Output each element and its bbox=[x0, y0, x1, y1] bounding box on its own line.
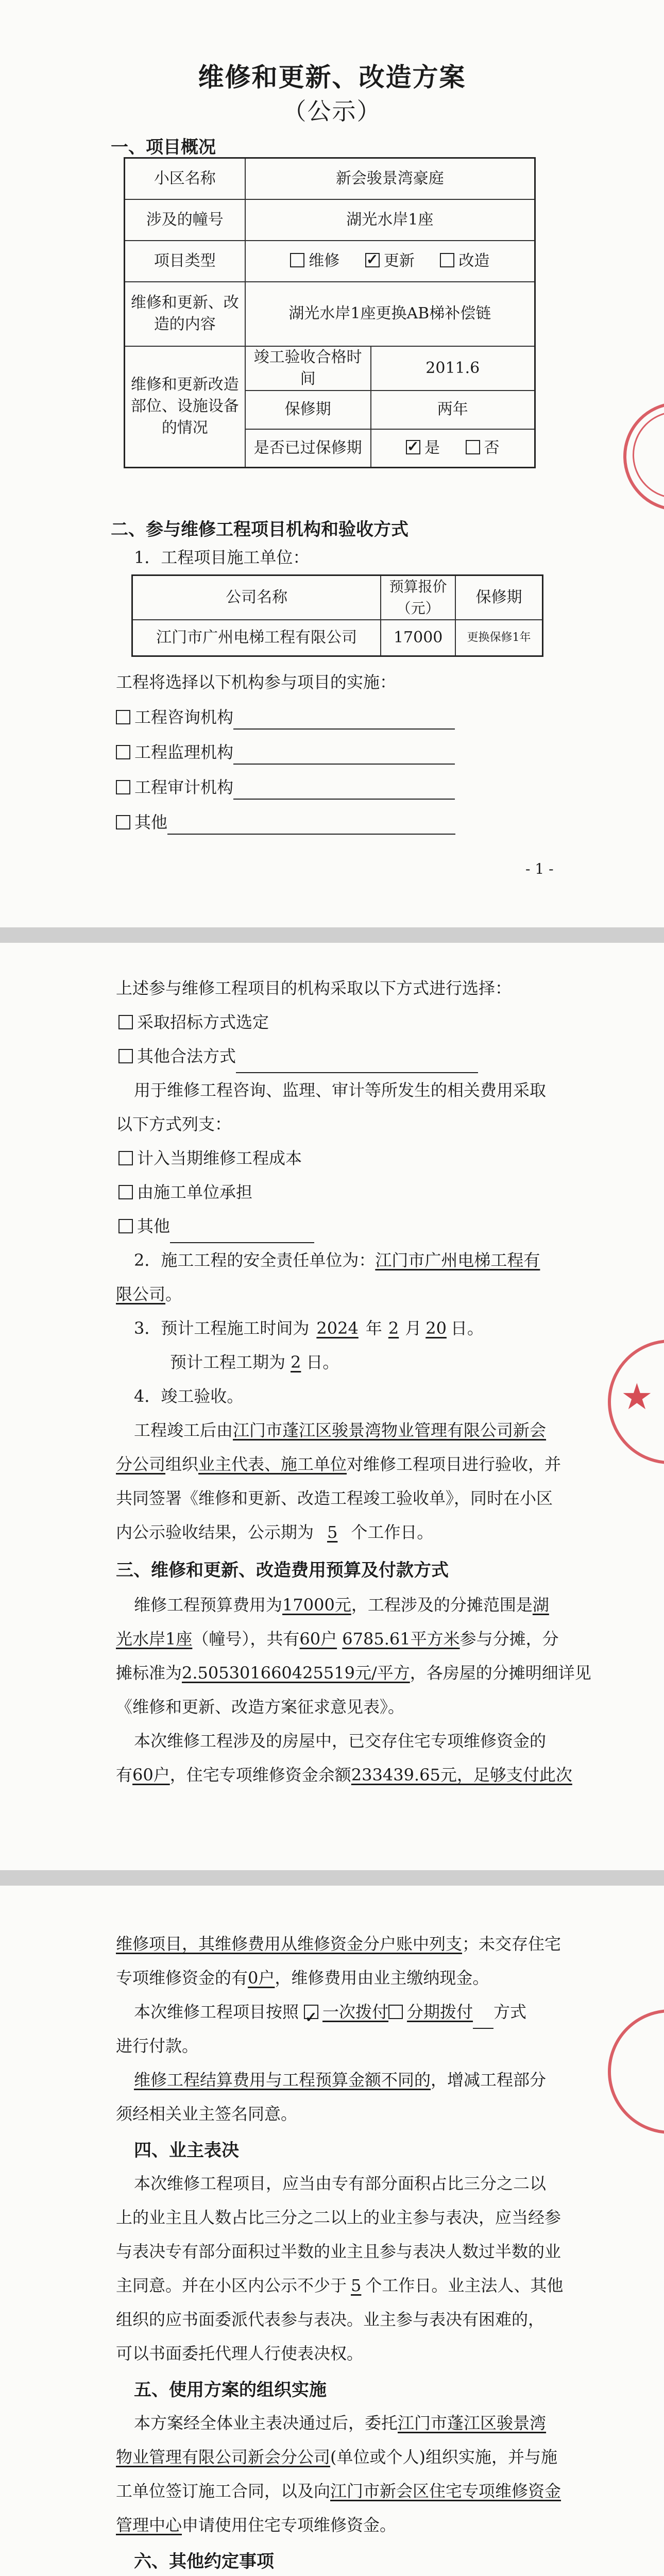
project-type-label: 项目类型 bbox=[125, 241, 245, 282]
agency-audit: 工程审计机构 bbox=[116, 775, 455, 800]
content-label: 维修和更新、改造的内容 bbox=[125, 282, 245, 346]
edge-seal bbox=[608, 2009, 664, 2134]
p3-fund-line-1: 维修项目，其维修费用从维修资金分户账中列支；未交存住宅 bbox=[116, 1934, 561, 1954]
section-budget-heading: 三、维修和更新、改造费用预算及付款方式 bbox=[116, 1560, 449, 1581]
p2-acceptance-line-3: 共同签署《维修和更新、改造工程竣工验收单》，同时在小区 bbox=[116, 1488, 553, 1508]
contractor-warranty: 更换保修1年 bbox=[455, 620, 542, 656]
community-label: 小区名称 bbox=[125, 158, 245, 199]
status-label: 维修和更新改造部位、设施设备的情况 bbox=[125, 346, 245, 468]
p2-opt-tender: 采取招标方式选定 bbox=[118, 1005, 269, 1039]
p2-duration: 预计工程工期为 2 日。 bbox=[170, 1352, 339, 1372]
document-title: 维修和更新、改造方案 bbox=[198, 62, 466, 92]
content-value: 湖光水岸1座更换AB梯补偿链 bbox=[245, 282, 535, 346]
checkbox-yes bbox=[406, 440, 420, 454]
agency-supervision: 工程监理机构 bbox=[116, 740, 455, 765]
building-label: 涉及的幢号 bbox=[125, 199, 245, 241]
p3-payment-line: 本次维修工程项目按照✓ 一次拨付 分期拨付 方式 bbox=[134, 1995, 526, 2029]
p3-vote-line-6: 可以书面委托代理人行使表决权。 bbox=[116, 2344, 364, 2363]
overview-table bbox=[124, 157, 536, 468]
document-subtitle: （公示） bbox=[282, 97, 382, 125]
checkbox-audit bbox=[116, 780, 130, 794]
payment-opt-once: ✓ 一次拨付 bbox=[299, 2002, 388, 2022]
p3-settlement-line-2: 须经相关业主签名同意。 bbox=[116, 2104, 298, 2124]
checkbox-fee-cost bbox=[118, 1151, 133, 1165]
choose-agencies-line: 工程将选择以下机构参与项目的实施： bbox=[116, 672, 397, 692]
expired-label: 是否已过保修期 bbox=[245, 429, 371, 468]
p2-acceptance-heading: 4．竣工验收。 bbox=[134, 1386, 244, 1406]
page-2 bbox=[0, 943, 664, 1870]
agency-other: 其他 bbox=[116, 810, 455, 835]
p2-fee-line-b: 以下方式列支： bbox=[116, 1114, 232, 1134]
checkbox-tender bbox=[118, 1015, 133, 1029]
page-3 bbox=[0, 1886, 664, 2576]
section-implementation-heading: 五、使用方案的组织实施 bbox=[134, 2380, 327, 2400]
p3-impl-line-3: 工单位签订施工合同，以及向江门市新会区住宅专项维修资金 bbox=[116, 2481, 561, 2501]
contractor-table bbox=[131, 574, 543, 657]
checkbox-fee-contractor bbox=[118, 1185, 133, 1199]
p3-vote-line-2: 上的业主且人数占比三分之二以上的业主参与表决，应当经参 bbox=[116, 2208, 561, 2227]
p2-budget-line-3: 摊标准为2.505301660425519元/平方，各房屋的分摊明细详见 bbox=[116, 1663, 591, 1683]
section-overview-heading: 一、项目概况 bbox=[111, 137, 216, 158]
checkbox-fee-other bbox=[118, 1219, 133, 1233]
p3-vote-line-1: 本次维修工程项目，应当由专有部分面积占比三分之二以 bbox=[134, 2174, 547, 2193]
p2-fee-opt-2: 由施工单位承担 bbox=[118, 1175, 252, 1209]
community-value: 新会骏景湾豪庭 bbox=[245, 158, 535, 199]
seal-star-icon: ★ bbox=[621, 1376, 653, 1418]
expired-options bbox=[371, 429, 535, 468]
type-renovate: 改造 bbox=[440, 252, 489, 270]
p2-selection-intro: 上述参与维修工程项目的机构采取以下方式进行选择： bbox=[116, 978, 512, 998]
p3-vote-line-3: 与表决专有部分面积过半数的业主且参与表决人数过半数的业 bbox=[116, 2242, 561, 2261]
p3-impl-line-4: 管理中心申请使用住宅专项维修资金。 bbox=[116, 2515, 397, 2535]
p3-vote-line-5: 组织的应书面委派代表参与表决。业主参与表决有困难的， bbox=[116, 2310, 545, 2329]
checkbox-other-method bbox=[118, 1049, 133, 1063]
p2-acceptance-line-4: 内公示验收结果，公示期为 5 个工作日。 bbox=[116, 1522, 434, 1542]
p2-acceptance-line-2: 分公司组织业主代表、施工单位对维修工程项目进行验收，并 bbox=[116, 1454, 561, 1474]
contractor-budget: 17000 bbox=[381, 620, 455, 656]
p3-payment-line-2: 进行付款。 bbox=[116, 2036, 199, 2056]
p3-impl-line-2: 物业管理有限公司新会分公司(单位或个人)组织实施，并与施 bbox=[116, 2447, 557, 2467]
p2-budget-line-1: 维修工程预算费用为17000元，工程涉及的分摊范围是湖 bbox=[134, 1595, 549, 1615]
contractor-header-budget: 预算报价（元） bbox=[381, 575, 455, 620]
p3-fund-line-2: 专项维修资金的有0户，维修费用由业主缴纳现金。 bbox=[116, 1968, 489, 1988]
section-agencies-heading: 二、参与维修工程项目机构和验收方式 bbox=[111, 519, 408, 540]
p3-vote-line-4: 主同意。并在小区内公示不少于 5 个工作日。业主法人、其他 bbox=[116, 2276, 564, 2295]
contractor-header-company: 公司名称 bbox=[132, 575, 381, 620]
contractor-header-warranty: 保修期 bbox=[455, 575, 542, 620]
agency-consulting: 工程咨询机构 bbox=[116, 705, 455, 730]
p2-budget-line-5: 本次维修工程涉及的房屋中，已交存住宅专项维修资金的 bbox=[134, 1731, 547, 1751]
page-1 bbox=[0, 0, 664, 927]
section-other-heading: 六、其他约定事项 bbox=[134, 2551, 274, 2572]
p2-budget-line-4: 《维修和更新、改造方案征求意见表》。 bbox=[116, 1697, 405, 1717]
section-vote-heading: 四、业主表决 bbox=[134, 2140, 239, 2161]
p2-opt-other: 其他合法方式 bbox=[118, 1039, 478, 1073]
checkbox-supervision bbox=[116, 745, 130, 759]
p2-fee-opt-3: 其他 bbox=[118, 1209, 314, 1243]
p2-fee-opt-1: 计入当期维修工程成本 bbox=[118, 1141, 302, 1175]
checkbox-no bbox=[466, 440, 480, 454]
completion-value: 2011.6 bbox=[371, 346, 535, 391]
p3-settlement-line-1: 维修工程结算费用与工程预算金额不同的，增减工程部分 bbox=[134, 2070, 547, 2090]
expired-yes: ✓ 是 bbox=[406, 439, 440, 457]
checkbox-repair bbox=[290, 253, 304, 267]
contractor-company: 江门市广州电梯工程有限公司 bbox=[132, 620, 381, 656]
checkbox-once bbox=[304, 2005, 318, 2019]
type-update: ✓ 更新 bbox=[365, 252, 415, 270]
checkbox-renovate bbox=[440, 253, 454, 267]
contractor-subheading: 1．工程项目施工单位： bbox=[134, 548, 310, 567]
warranty-value: 两年 bbox=[371, 391, 535, 429]
expired-no: 否 bbox=[466, 439, 500, 457]
p2-safety-unit: 2．施工工程的安全责任单位为：江门市广州电梯工程有 bbox=[134, 1250, 540, 1270]
checkbox-update bbox=[365, 253, 380, 267]
checkbox-consulting bbox=[116, 710, 130, 724]
checkbox-other bbox=[116, 815, 130, 829]
p2-schedule: 3．预计工程施工时间为 2024 年 2 月 20 日。 bbox=[134, 1318, 484, 1338]
payment-opt-installment: 分期拨付 bbox=[388, 2002, 473, 2022]
p2-budget-line-6: 有60户，住宅专项维修资金余额233439.65元，足够支付此次 bbox=[116, 1765, 572, 1785]
building-value: 湖光水岸1座 bbox=[245, 199, 535, 241]
checkbox-installment bbox=[388, 2005, 403, 2019]
p2-acceptance-line-1: 工程竣工后由江门市蓬江区骏景湾物业管理有限公司新会 bbox=[134, 1420, 547, 1440]
p2-budget-line-2: 光水岸1座（幢号），共有60户 6785.61平方米参与分摊，分 bbox=[116, 1629, 559, 1649]
project-type-options bbox=[245, 241, 535, 282]
p2-safety-unit-cont: 限公司。 bbox=[116, 1284, 182, 1304]
warranty-label: 保修期 bbox=[245, 391, 371, 429]
completion-label: 竣工验收合格时间 bbox=[245, 346, 371, 391]
type-repair: 维修 bbox=[290, 252, 339, 270]
p3-impl-line-1: 本方案经全体业主表决通过后，委托江门市蓬江区骏景湾 bbox=[134, 2413, 547, 2433]
p2-fee-line-a: 用于维修工程咨询、监理、审计等所发生的相关费用采取 bbox=[134, 1080, 547, 1100]
page-number-1: - 1 - bbox=[525, 860, 554, 877]
